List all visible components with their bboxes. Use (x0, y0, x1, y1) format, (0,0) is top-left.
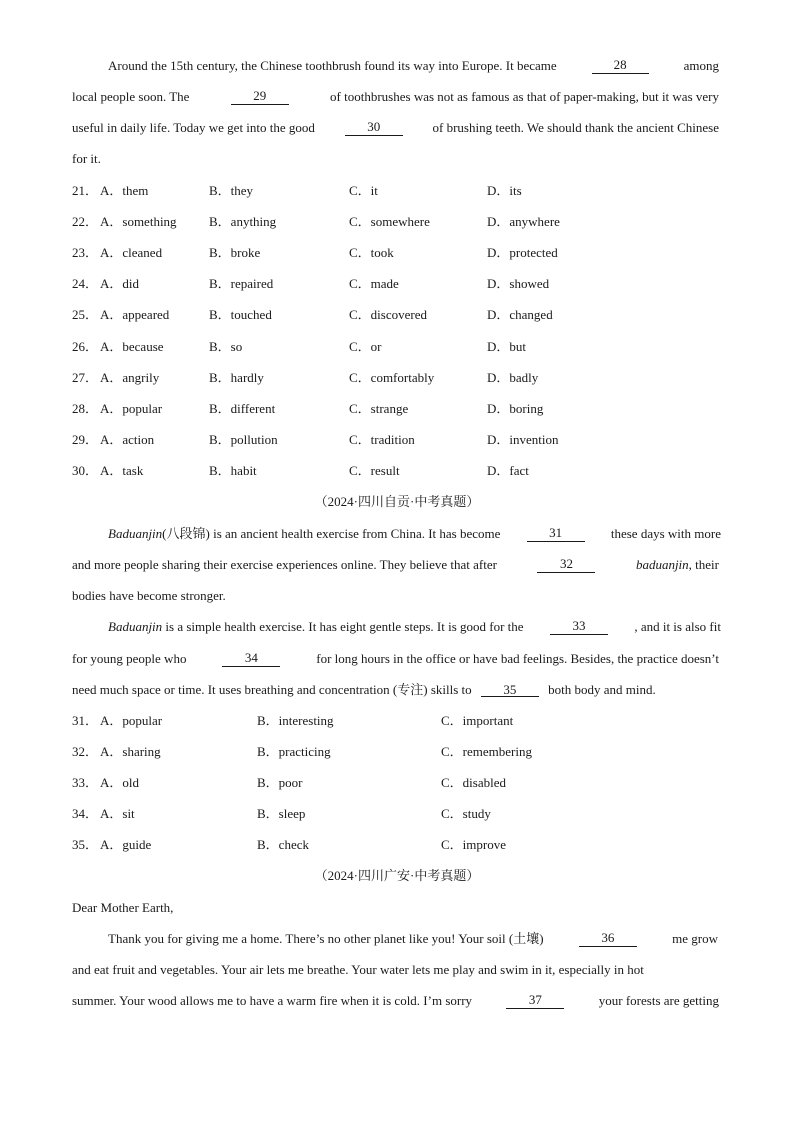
blank-29: 29 (231, 89, 289, 105)
letter-salutation: Dear Mother Earth, (72, 900, 174, 915)
option-d[interactable]: D．badly (487, 369, 539, 385)
source-label-guangan: （2024·四川广安·中考真题） (314, 868, 480, 883)
question-number: 22． (72, 214, 99, 230)
option-c[interactable]: C．or (349, 338, 382, 354)
question-number: 23． (72, 245, 99, 261)
option-c[interactable]: C．improve (441, 837, 506, 853)
option-d[interactable]: D．but (487, 338, 527, 354)
option-a[interactable]: A．cleaned (100, 245, 163, 261)
option-a[interactable]: A．appeared (100, 307, 170, 323)
option-c[interactable]: C．study (441, 806, 491, 822)
option-a[interactable]: A．sit (100, 806, 135, 822)
option-a[interactable]: A．angrily (100, 369, 160, 385)
passage1-line-4: for it. (72, 151, 101, 166)
question-number: 25． (72, 307, 99, 323)
option-d[interactable]: D．anywhere (487, 214, 560, 230)
option-b[interactable]: B．pollution (209, 431, 278, 447)
blank-28: 28 (592, 58, 649, 74)
option-a[interactable]: A．popular (100, 713, 163, 728)
passage2-line-5: for young people who 34 for long hours in the office or have bad feelings. Besides, the practice doesn’t (72, 650, 719, 666)
passage2-line-4: Baduanjin is a simple health exercise. It has eight gentle steps. It is good for the 33 , and it is also fit (108, 618, 721, 634)
option-a[interactable]: A．something (100, 214, 177, 230)
option-b[interactable]: B．practicing (257, 744, 331, 760)
blank-37: 37 (506, 993, 564, 1009)
option-c[interactable]: C．comfortably (349, 369, 435, 385)
question-number: 29． (72, 431, 99, 447)
option-a[interactable]: A．did (100, 276, 140, 292)
blank-30: 30 (345, 120, 403, 136)
option-b[interactable]: B．they (209, 183, 254, 198)
option-c[interactable]: C．disabled (441, 775, 506, 791)
passage1-line-2: local people soon. The 29 of toothbrushes was not as famous as that of paper-making, but it was very (72, 88, 719, 104)
option-d[interactable]: D．its (487, 183, 522, 198)
passage3-line-2: and eat fruit and vegetables. Your air lets me breathe. Your water lets me play and swim in it, especially in hot (72, 962, 644, 977)
option-b[interactable]: B．sleep (257, 806, 306, 822)
option-b[interactable]: B．so (209, 338, 243, 354)
question-number: 30． (72, 462, 99, 478)
option-c[interactable]: C．important (441, 713, 514, 728)
passage2-line-3: bodies have become stronger. (72, 588, 226, 603)
blank-33: 33 (550, 619, 608, 635)
option-b[interactable]: B．broke (209, 245, 261, 261)
option-c[interactable]: C．it (349, 183, 378, 198)
option-b[interactable]: B．repaired (209, 276, 274, 292)
option-c[interactable]: C．remembering (441, 744, 532, 760)
blank-35: 35 (481, 683, 539, 697)
question-number: 35． (72, 837, 99, 853)
question-number: 21． (72, 183, 99, 198)
option-c[interactable]: C．strange (349, 400, 409, 416)
option-d[interactable]: D．showed (487, 276, 550, 292)
passage2-line-1: Baduanjin(八段锦) is an ancient health exercise from China. It has become 31 these days with more (108, 525, 721, 541)
option-c[interactable]: C．discovered (349, 307, 427, 323)
option-b[interactable]: B．poor (257, 775, 303, 791)
option-d[interactable]: D．protected (487, 245, 558, 261)
option-a[interactable]: A．old (100, 775, 140, 791)
option-b[interactable]: B．different (209, 400, 276, 416)
option-c[interactable]: C．result (349, 462, 400, 478)
option-d[interactable]: D．invention (487, 431, 559, 447)
blank-32: 32 (537, 557, 595, 573)
option-a[interactable]: A．guide (100, 837, 152, 853)
option-d[interactable]: D．fact (487, 462, 529, 478)
question-number: 33． (72, 775, 99, 791)
option-b[interactable]: B．touched (209, 307, 272, 323)
passage2-line-2: and more people sharing their exercise experiences online. They believe that after 32 baduanjin, their (72, 556, 719, 572)
option-b[interactable]: B．anything (209, 214, 277, 230)
passage3-line-1: Thank you for giving me a home. There’s no other planet like you! Your soil (土壤) 36 me grow (108, 930, 718, 946)
question-number: 24． (72, 276, 99, 292)
option-b[interactable]: B．hardly (209, 369, 264, 385)
passage1-line-3: useful in daily life. Today we get into the good 30 of brushing teeth. We should thank the ancient Chinese (72, 119, 719, 135)
source-label-zigong: （2024·四川自贡·中考真题） (314, 494, 480, 509)
question-number: 32． (72, 744, 99, 760)
option-b[interactable]: B．check (257, 837, 309, 853)
option-d[interactable]: D．boring (487, 400, 544, 416)
option-a[interactable]: A．them (100, 183, 149, 198)
option-a[interactable]: A．sharing (100, 744, 161, 760)
option-a[interactable]: A．because (100, 338, 164, 354)
passage2-line-6: need much space or time. It uses breathing and concentration (专注) skills to 35 both body and mind. (72, 682, 656, 697)
question-number: 27． (72, 369, 99, 385)
option-c[interactable]: C．made (349, 276, 399, 292)
question-number: 28． (72, 400, 99, 416)
passage3-line-3: summer. Your wood allows me to have a warm fire when it is cold. I’m sorry 37 your forests are getting (72, 992, 719, 1008)
question-number: 31． (72, 713, 99, 728)
option-a[interactable]: A．task (100, 462, 144, 478)
option-b[interactable]: B．interesting (257, 713, 334, 728)
option-a[interactable]: A．action (100, 431, 155, 447)
blank-34: 34 (222, 651, 280, 667)
blank-31: 31 (527, 526, 585, 542)
option-a[interactable]: A．popular (100, 400, 163, 416)
passage1-line-1: Around the 15th century, the Chinese toothbrush found its way into Europe. It became 28 among (108, 57, 719, 73)
option-b[interactable]: B．habit (209, 462, 257, 478)
option-c[interactable]: C．took (349, 245, 394, 261)
blank-36: 36 (579, 931, 637, 947)
question-number: 26． (72, 338, 99, 354)
option-c[interactable]: C．tradition (349, 431, 415, 447)
question-number: 34． (72, 806, 99, 822)
option-c[interactable]: C．somewhere (349, 214, 430, 230)
option-d[interactable]: D．changed (487, 307, 553, 323)
